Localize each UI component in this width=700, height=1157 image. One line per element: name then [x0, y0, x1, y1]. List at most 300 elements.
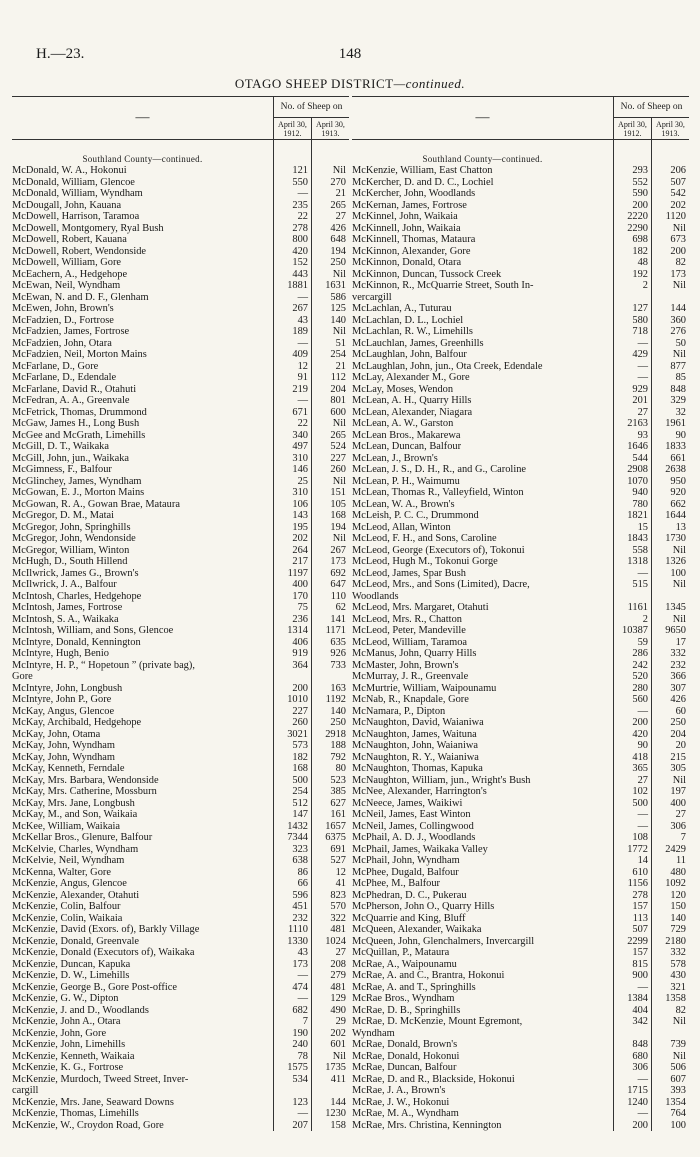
table-row	[352, 372, 613, 384]
table-row	[12, 740, 273, 752]
table-row	[352, 510, 613, 522]
owner-name: McIntosh, Charles, Hedgehope	[12, 590, 142, 602]
sheep-head-label: No. of Sheep on	[614, 97, 689, 118]
sheep-1913: 204	[330, 383, 346, 395]
sheep-1913: 673	[670, 234, 686, 245]
sheep-1912: 113	[632, 912, 648, 924]
sheep-1913: 926	[330, 648, 346, 659]
owner-name: McLeod, Mrs. Margaret, Otahuti	[352, 602, 489, 613]
owner-name: Woodlands	[352, 590, 399, 602]
owner-name: McKinnon, Duncan, Tussock Creek	[352, 268, 502, 280]
sheep-1912: 1843	[627, 533, 648, 544]
owner-name: McLean, J. S., D. H., R., and G., Caroline	[352, 464, 527, 475]
sheep-1913: 1092	[665, 878, 686, 889]
sheep-1912	[614, 1028, 651, 1040]
sheep-1912: 254	[292, 786, 308, 797]
sheep-1912: 143	[292, 510, 308, 521]
table-row	[12, 257, 273, 269]
sheep-1912: 12	[297, 360, 308, 372]
sheep-1912: 800	[292, 234, 308, 245]
sheep-1912: 306	[632, 1062, 648, 1073]
table-row	[12, 1039, 273, 1051]
table-row	[352, 798, 613, 810]
sheep-1912: 48	[637, 257, 648, 268]
sheep-1913: 11	[675, 855, 686, 866]
sheep-1913: 506	[670, 1062, 686, 1073]
table-row	[352, 303, 613, 315]
sheep-1913: 607	[670, 1073, 686, 1085]
table-row	[352, 234, 613, 246]
owner-name: McKenzie, Alexander, Otahuti	[12, 889, 140, 901]
sheep-1913: 1326	[665, 556, 686, 567]
owner-name: McFadzien, D., Fortrose	[12, 314, 114, 326]
table-row	[352, 694, 613, 706]
sheep-1913: 823	[330, 889, 346, 901]
sheep-1913: 140	[330, 705, 346, 717]
sheep-1913: 524	[330, 441, 346, 452]
table-row	[12, 246, 273, 258]
sheep-1912: 147	[292, 809, 308, 820]
table-row	[12, 315, 273, 327]
sheep-1913: 400	[670, 797, 686, 809]
sheep-1913: 82	[675, 1004, 686, 1016]
owner-name: McKay, John, Otama	[12, 728, 101, 740]
table-row	[12, 1051, 273, 1063]
owner-name: McLachlan, R. W., Limehills	[352, 326, 473, 337]
sheep-1913: 82	[675, 257, 686, 268]
sheep-1912: 340	[292, 429, 308, 441]
table-row	[12, 798, 273, 810]
sheep-1913: Nil	[332, 533, 346, 544]
sheep-1912: 638	[292, 855, 308, 866]
sheep-1912: 1110	[287, 924, 308, 935]
table-row	[12, 683, 273, 695]
sheep-1913: 112	[330, 372, 346, 383]
table-row	[12, 867, 273, 879]
sheep-1912: —	[297, 291, 308, 303]
owner-name: McKay, Mrs. Jane, Longbush	[12, 797, 135, 809]
sheep-1913: 129	[330, 993, 346, 1004]
sheep-1913: 426	[670, 694, 686, 705]
owner-name: McKenzie, Colin, Waikaia	[12, 912, 123, 924]
owner-name: McGowan, E. J., Morton Mains	[12, 487, 145, 498]
sheep-1912: 400	[292, 579, 308, 590]
table-header	[12, 97, 349, 140]
owner-name: McDonald, William, Glencoe	[12, 176, 135, 188]
owner-name: McKenzie, William, East Chatton	[352, 165, 493, 176]
title-suffix: —continued.	[393, 76, 466, 91]
table-row	[352, 177, 613, 189]
sheep-1912: 195	[292, 521, 308, 533]
sheep-1912: 406	[292, 636, 308, 648]
sheep-1913: 202	[670, 199, 686, 211]
owner-name: McLeod, Peter, Mandeville	[352, 625, 466, 636]
owner-name: McDowell, Montgomery, Ryal Bush	[12, 222, 164, 234]
sheep-1912: —	[637, 1073, 648, 1085]
sheep-1913: 647	[330, 579, 346, 590]
owner-name: McLay, Moses, Wendon	[352, 383, 454, 395]
table-row	[352, 1005, 613, 1017]
sheep-1913: 578	[670, 958, 686, 970]
sheep-1912: —	[637, 337, 648, 349]
table-row	[352, 602, 613, 614]
sheep-1912: 310	[292, 452, 308, 464]
sheep-1913: 360	[670, 314, 686, 326]
table-row	[12, 993, 273, 1005]
table-row	[352, 786, 613, 798]
owner-name: McDowell, William, Gore	[12, 257, 122, 268]
table-row	[352, 522, 613, 534]
sheep-1912: 108	[632, 832, 648, 843]
sheep-1913	[312, 1085, 349, 1097]
owner-name: McKenzie, K. G., Fortrose	[12, 1062, 124, 1073]
sheep-1913: Nil	[672, 579, 686, 590]
owner-name: Gore	[12, 671, 33, 682]
owner-name: McKay, Mrs. Catherine, Mossburn	[12, 786, 157, 797]
owner-name: McEwan, N. and D. F., Glenham	[12, 291, 149, 303]
owner-name: McKenzie, Colin, Balfour	[12, 901, 121, 912]
table-row	[352, 591, 613, 603]
owner-name: McIntosh, William, and Sons, Glencoe	[12, 625, 174, 636]
sheep-1913: 197	[670, 786, 686, 797]
table-row	[352, 970, 613, 982]
sheep-1913: 411	[330, 1073, 346, 1085]
sheep-1913: 729	[670, 924, 686, 935]
sheep-1913: 1730	[665, 533, 686, 544]
sheep-1912: 91	[297, 372, 308, 383]
owner-name: McFarlane, David R., Otahuti	[12, 383, 137, 395]
sheep-1913: 1192	[325, 694, 346, 705]
year1-column	[613, 140, 651, 1131]
sheep-1913: 801	[330, 395, 346, 406]
sheep-1913: 125	[330, 303, 346, 314]
owner-name: McNeil, James, East Winton	[352, 809, 471, 820]
sheep-1913: 173	[330, 556, 346, 567]
sheep-1913: 20	[675, 740, 686, 751]
sheep-1913: 481	[330, 924, 346, 935]
table-row	[12, 177, 273, 189]
sheep-1912: 900	[632, 970, 648, 981]
owner-name: McIntyre, John P., Gore	[12, 694, 112, 705]
table-row	[352, 878, 613, 890]
sheep-1913: Nil	[332, 475, 346, 487]
table-row	[12, 970, 273, 982]
sheep-1912: 429	[632, 349, 648, 360]
owner-name: McPhee, Dugald, Balfour	[352, 866, 459, 878]
sheep-1912: 500	[632, 797, 648, 809]
table-row	[352, 855, 613, 867]
sheep-1912: 1881	[287, 280, 308, 291]
table-row	[352, 752, 613, 764]
sheep-1913: 1735	[325, 1062, 346, 1073]
sheep-1913: 661	[670, 452, 686, 464]
owner-name: McKinnel, John, Waikaia	[352, 211, 458, 222]
table-row	[12, 303, 273, 315]
owner-name: McPhail, James, Waikaka Valley	[352, 843, 488, 855]
sheep-1912: 365	[632, 763, 648, 774]
sheep-1912: 534	[292, 1073, 308, 1085]
owner-name: McKenzie, Mrs. Jane, Seaward Downs	[12, 1096, 174, 1108]
table-row	[12, 832, 273, 844]
owner-name: McHugh, D., South Hillend	[12, 556, 128, 567]
sheep-1913: 792	[330, 751, 346, 763]
owner-name: McQueen, John, Glenchalmers, Invercargill	[352, 935, 535, 947]
sheep-1913: 254	[330, 349, 346, 360]
owner-name: McPhee, M., Balfour	[352, 878, 441, 889]
sheep-1913: Nil	[672, 774, 686, 786]
table-row	[352, 901, 613, 913]
owner-name: McFedran, A. A., Greenvale	[12, 395, 130, 406]
sheep-1913: 7	[680, 832, 686, 843]
owner-name: McNeece, James, Waikiwi	[352, 797, 463, 809]
sheep-1913: Nil	[332, 268, 346, 280]
sheep-1912: 10387	[622, 625, 648, 636]
sheep-1912: 2290	[627, 222, 648, 234]
sheep-1913: Nil	[672, 349, 686, 360]
sheep-1912: 278	[632, 889, 648, 901]
sheep-1912: 232	[292, 912, 308, 924]
sheep-1912: 1772	[627, 843, 648, 855]
table-row	[12, 959, 273, 971]
table-row	[12, 602, 273, 614]
table-row	[12, 280, 273, 292]
table-row	[352, 579, 613, 591]
table-row	[352, 545, 613, 557]
table-row	[352, 476, 613, 488]
owner-name: McDowell, Harrison, Taramoa	[12, 211, 140, 222]
table-row	[352, 660, 613, 672]
owner-name: McGregor, William, Winton	[12, 544, 130, 556]
table-row	[352, 269, 613, 281]
owner-name: McGill, John, jun., Waikaka	[12, 452, 130, 464]
sheep-1913: 250	[330, 257, 346, 268]
table-row	[12, 625, 273, 637]
sheep-1912	[274, 671, 311, 683]
owner-name: McLean, Alexander, Niagara	[352, 406, 473, 418]
sheep-1913: 173	[670, 268, 686, 280]
table-header	[352, 97, 689, 140]
table-row	[352, 315, 613, 327]
table-row	[12, 844, 273, 856]
table-row	[12, 200, 273, 212]
owner-name: McRae, M. A., Wyndham	[352, 1108, 459, 1119]
table-row	[352, 338, 613, 350]
table-row	[352, 614, 613, 626]
sheep-1913: 1961	[665, 418, 686, 429]
table-row	[352, 533, 613, 545]
sheep-1912: 127	[632, 303, 648, 314]
owner-name: McKenzie, Duncan, Kapuka	[12, 958, 131, 970]
owner-name: McLeod, George (Executors of), Tokonui	[352, 544, 525, 556]
table-row	[352, 280, 613, 292]
owner-name: McLeod, Mrs. R., Chatton	[352, 613, 462, 625]
sheep-1913: 523	[330, 774, 346, 786]
owner-name: McQuarrie and King, Bluff	[352, 912, 466, 924]
sheep-1913: 950	[670, 475, 686, 487]
sheep-1913: 279	[330, 970, 346, 981]
sheep-1913: 208	[330, 958, 346, 970]
sheep-1912: 293	[632, 165, 648, 176]
sheep-1912: 200	[632, 199, 648, 211]
table-row	[352, 832, 613, 844]
table-row	[352, 1120, 613, 1132]
table-row	[12, 487, 273, 499]
sheep-1912: 2	[642, 613, 648, 625]
sheep-1912: 418	[632, 751, 648, 763]
table-row	[12, 326, 273, 338]
sheep-1912: 192	[632, 268, 648, 280]
owner-name: McQueen, Alexander, Waikaka	[352, 924, 482, 935]
table-row	[12, 361, 273, 373]
table-row	[12, 913, 273, 925]
sheep-1912: 227	[292, 705, 308, 717]
table-row	[12, 901, 273, 913]
sheep-1912: —	[297, 1108, 308, 1119]
sheep-1912: —	[297, 970, 308, 981]
sheep-1912: 286	[632, 648, 648, 659]
owner-name: McGowan, R. A., Gowan Brae, Mataura	[12, 498, 180, 510]
sheep-1912: —	[297, 993, 308, 1004]
sheep-1912: —	[637, 820, 648, 832]
sheep-1913: 51	[335, 337, 346, 349]
table-row	[12, 441, 273, 453]
table-row	[352, 809, 613, 821]
sheep-1913: 100	[670, 567, 686, 579]
sheep-1912: 201	[632, 395, 648, 406]
owner-name: McNaughton, James, Waituna	[352, 728, 477, 740]
table-row	[12, 717, 273, 729]
sheep-1912: 106	[292, 498, 308, 510]
sheep-1913: 691	[330, 843, 346, 855]
owner-name: McLean Bros., Makarewa	[352, 429, 461, 441]
sheep-1912: 573	[292, 740, 308, 751]
table-row	[352, 1051, 613, 1063]
sheep-1912: 342	[632, 1016, 648, 1027]
owner-name: McLachlan, D. L., Lochiel	[352, 314, 464, 326]
owner-name: McMaster, John, Brown's	[352, 659, 459, 671]
owner-name: McLeod, William, Taramoa	[352, 636, 468, 648]
sheep-1913: 250	[330, 717, 346, 728]
owner-name: McNaughton, David, Waianiwa	[352, 717, 484, 728]
sheep-1912: 323	[292, 843, 308, 855]
owner-name: McIntosh, S. A., Waikaka	[12, 613, 119, 625]
owner-name: McPhail, A. D. J., Woodlands	[352, 832, 476, 843]
owner-name: McFarlane, D., Gore	[12, 360, 99, 372]
owner-name: McKercher, D. and D. C., Lochiel	[352, 176, 494, 188]
sheep-1912: 680	[632, 1050, 648, 1062]
sheep-1913: 141	[330, 613, 346, 625]
sheep-1912: —	[637, 981, 648, 993]
table-row	[352, 775, 613, 787]
sheep-1913: 877	[670, 360, 686, 372]
owner-name: McKenna, Walter, Gore	[12, 866, 111, 878]
owner-name: McKee, William, Waikaia	[12, 820, 121, 832]
sheep-1912: 217	[292, 556, 308, 567]
owner-name: McDowell, Robert, Kauana	[12, 234, 127, 245]
table-row	[12, 556, 273, 568]
owner-name: McLaughlan, John, jun., Ota Creek, Edendale	[352, 360, 543, 372]
table-row	[12, 591, 273, 603]
sheep-1912: 560	[632, 694, 648, 705]
sheep-1912: 520	[632, 671, 648, 682]
table-row	[352, 453, 613, 465]
table-row	[12, 706, 273, 718]
owner-name: McIntyre, H. P., “ Hopetoun ” (private bag),	[12, 659, 195, 671]
sheep-1913: 1171	[325, 625, 346, 636]
sheep-1913: 85	[675, 372, 686, 383]
owner-name: McEwan, Neil, Wyndham	[12, 280, 121, 291]
sheep-1912: 170	[292, 590, 308, 602]
sheep-1912: 1432	[287, 820, 308, 832]
owner-name: McLeod, F. H., and Sons, Caroline	[352, 533, 497, 544]
sheep-1912: 451	[292, 901, 308, 912]
sheep-1913: 204	[670, 728, 686, 740]
sheep-1912: 219	[292, 383, 308, 395]
sheep-1913: 227	[330, 452, 346, 464]
table-row	[12, 453, 273, 465]
owner-name: McFadzien, John, Otara	[12, 337, 112, 349]
owner-name: McKay, Angus, Glencoe	[12, 705, 115, 717]
sheep-1913: 2180	[665, 935, 686, 947]
table-row	[12, 752, 273, 764]
table-row	[12, 499, 273, 511]
owner-name: McGregor, John, Springhills	[12, 521, 131, 533]
owner-name: McKenzie, Murdoch, Tweed Street, Inver-	[12, 1073, 189, 1085]
sheep-1913: 600	[330, 406, 346, 418]
table-row	[12, 430, 273, 442]
sheep-1912: 200	[632, 717, 648, 728]
table-row	[12, 821, 273, 833]
sheep-1912: 146	[292, 464, 308, 475]
sheep-1912: 2299	[627, 935, 648, 947]
sheep-1912: 580	[632, 314, 648, 326]
owner-name: McNeil, James, Collingwood	[352, 820, 474, 832]
owner-name: McLean, Duncan, Balfour	[352, 441, 462, 452]
sheep-1913: 267	[330, 544, 346, 556]
sheep-1912: 929	[632, 383, 648, 395]
table-row	[12, 614, 273, 626]
owner-name: McRae, Donald, Brown's	[352, 1039, 458, 1050]
table-row	[12, 338, 273, 350]
year1-head: April 30, 1912.	[278, 120, 307, 138]
sheep-1913: Nil	[672, 613, 686, 625]
owner-name: McKenzie, Angus, Glencoe	[12, 878, 127, 889]
table-row	[12, 637, 273, 649]
owner-name: McPhail, John, Wyndham	[352, 855, 460, 866]
sheep-1912: 236	[292, 613, 308, 625]
sheep-1912: 596	[292, 889, 308, 901]
table-row	[352, 464, 613, 476]
table-row	[12, 533, 273, 545]
owner-name: McIntosh, James, Fortrose	[12, 602, 123, 613]
owner-name: McLean, W. A., Brown's	[352, 498, 455, 510]
table-row	[352, 1039, 613, 1051]
table-row	[352, 349, 613, 361]
sheep-1912	[614, 292, 651, 304]
sheep-column-head	[273, 97, 349, 139]
owner-name: McNaughton, William, jun., Wright's Bush	[352, 774, 531, 786]
table-row	[12, 464, 273, 476]
owner-name: McRae, J. A., Brown's	[352, 1085, 446, 1096]
owner-name: McLeish, P. C. C., Drummond	[352, 510, 479, 521]
table-row	[352, 200, 613, 212]
sheep-1913: Nil	[672, 1016, 686, 1027]
owner-name: McNee, Alexander, Harrington's	[352, 786, 487, 797]
owner-name: McNaughton, R. Y., Waianiwa	[352, 751, 479, 763]
owner-name: McKenzie, Thomas, Limehills	[12, 1108, 139, 1119]
owner-name: McRae Bros., Wyndham	[352, 993, 455, 1004]
owner-name: McGaw, James H., Long Bush	[12, 418, 140, 429]
